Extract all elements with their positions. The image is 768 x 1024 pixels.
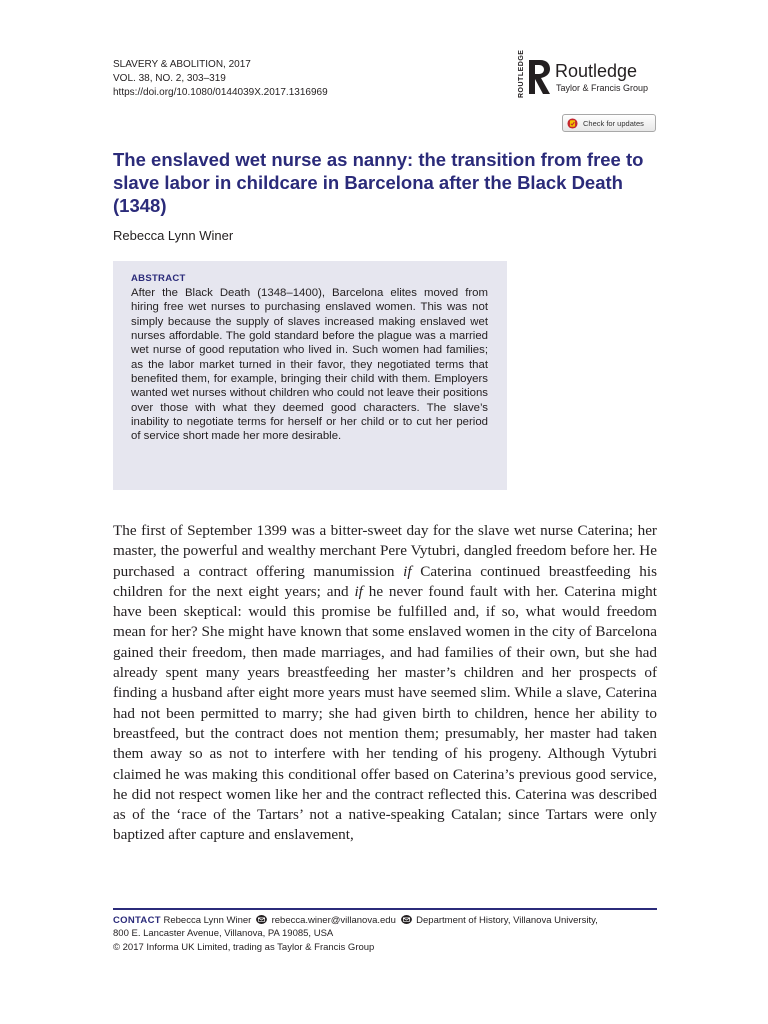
journal-volume: VOL. 38, NO. 2, 303–319: [113, 73, 226, 84]
contact-address: 800 E. Lancaster Avenue, Villanova, PA 19085, USA: [113, 928, 334, 939]
body-italic-if-1: if: [403, 562, 412, 580]
journal-info: [113, 58, 328, 100]
body-segment-3: he never found fault with her. Caterina might have been skeptical: would this promise be fulfilled and, if so, what would freedom mean for her? She might have known that some enslaved women in the city of Barcelona gained their freedom, then made marriages, and had families of their own, but she had already spent many years breastfeeding her master’s children and her prospects of finding a husband after eight more years must have seemed slim. While a slave, Caterina had not been permitted to marry; she had given birth to children, hence her ability to breastfeed, but the contract does not mention them; presumably, her master had taken them away so as not to interfere with her tending of his progeny. Although Vytubri claimed he was making this conditional offer based on Caterina’s previous good service, he did not respect women like her and the contract reflected this. Caterina was described as of the ‘race of the Tartars’ not a native-speaking Catalan; since Tartars were only baptized after capture and enslavement,: [113, 582, 657, 844]
contact-name: Rebecca Lynn Winer: [163, 915, 252, 926]
abstract-heading: ABSTRACT: [131, 273, 186, 284]
check-for-updates-button[interactable]: [562, 114, 656, 132]
body-segment-1: The first of September 1399 was a bitter-sweet day for the slave wet nurse Caterina; her master, the powerful and wealthy merchant Pere Vytubri, dangled freedom before her. He purchased a contract offering manumission: [113, 522, 657, 580]
routledge-logo-icon: [526, 56, 552, 98]
publisher-name: Routledge: [555, 61, 638, 81]
article-title: The enslaved wet nurse as nanny: the transition from free to slave labor in childcare in Barcelona after the Black Death (1348): [113, 149, 644, 216]
journal-name: SLAVERY & ABOLITION, 2017: [113, 59, 251, 70]
abstract-text: After the Black Death (1348–1400), Barcelona elites moved from hiring free wet nurses to purchasing enslaved women. This was not simply because the supply of slaves increased making enslaved wet nurses affordable. The gold standard before the plague was a married wet nurse of good reputation who lived in. Such women had families; as the labor market turned in their favor, they negotiated terms that benefited them, for example, bringing their child with them. Employers wanted wet nurses without children who could not leave their positions over those with what they deemed good characters. The slave’s inability to negotiate terms for herself or her child or to cut her period of service short made her more desirable.: [131, 287, 488, 443]
crossmark-icon: [567, 118, 578, 129]
contact-label: CONTACT: [113, 915, 161, 926]
address-icon: [401, 915, 412, 924]
body-segment-2: Caterina continued breastfeeding his children for the next eight years; and: [113, 562, 657, 600]
publisher-vertical-text: ROUTLEDGE: [518, 49, 525, 98]
email-icon: [256, 915, 267, 924]
publisher-subtitle: Taylor & Francis Group: [556, 83, 649, 93]
contact-department: Department of History, Villanova University,: [416, 915, 598, 926]
contact-email[interactable]: rebecca.winer@villanova.edu: [271, 915, 396, 926]
author-name: Rebecca Lynn Winer: [113, 228, 234, 243]
article-body: [113, 521, 657, 846]
body-italic-if-2: if: [354, 582, 363, 600]
contact-info: [113, 914, 663, 940]
footer-divider: [113, 908, 657, 910]
doi-link[interactable]: https://doi.org/10.1080/0144039X.2017.1316969: [113, 87, 328, 98]
body-paragraph: [113, 521, 657, 846]
check-for-updates-label: Check for updates: [583, 118, 644, 128]
copyright-notice: © 2017 Informa UK Limited, trading as Taylor & Francis Group: [113, 942, 375, 953]
